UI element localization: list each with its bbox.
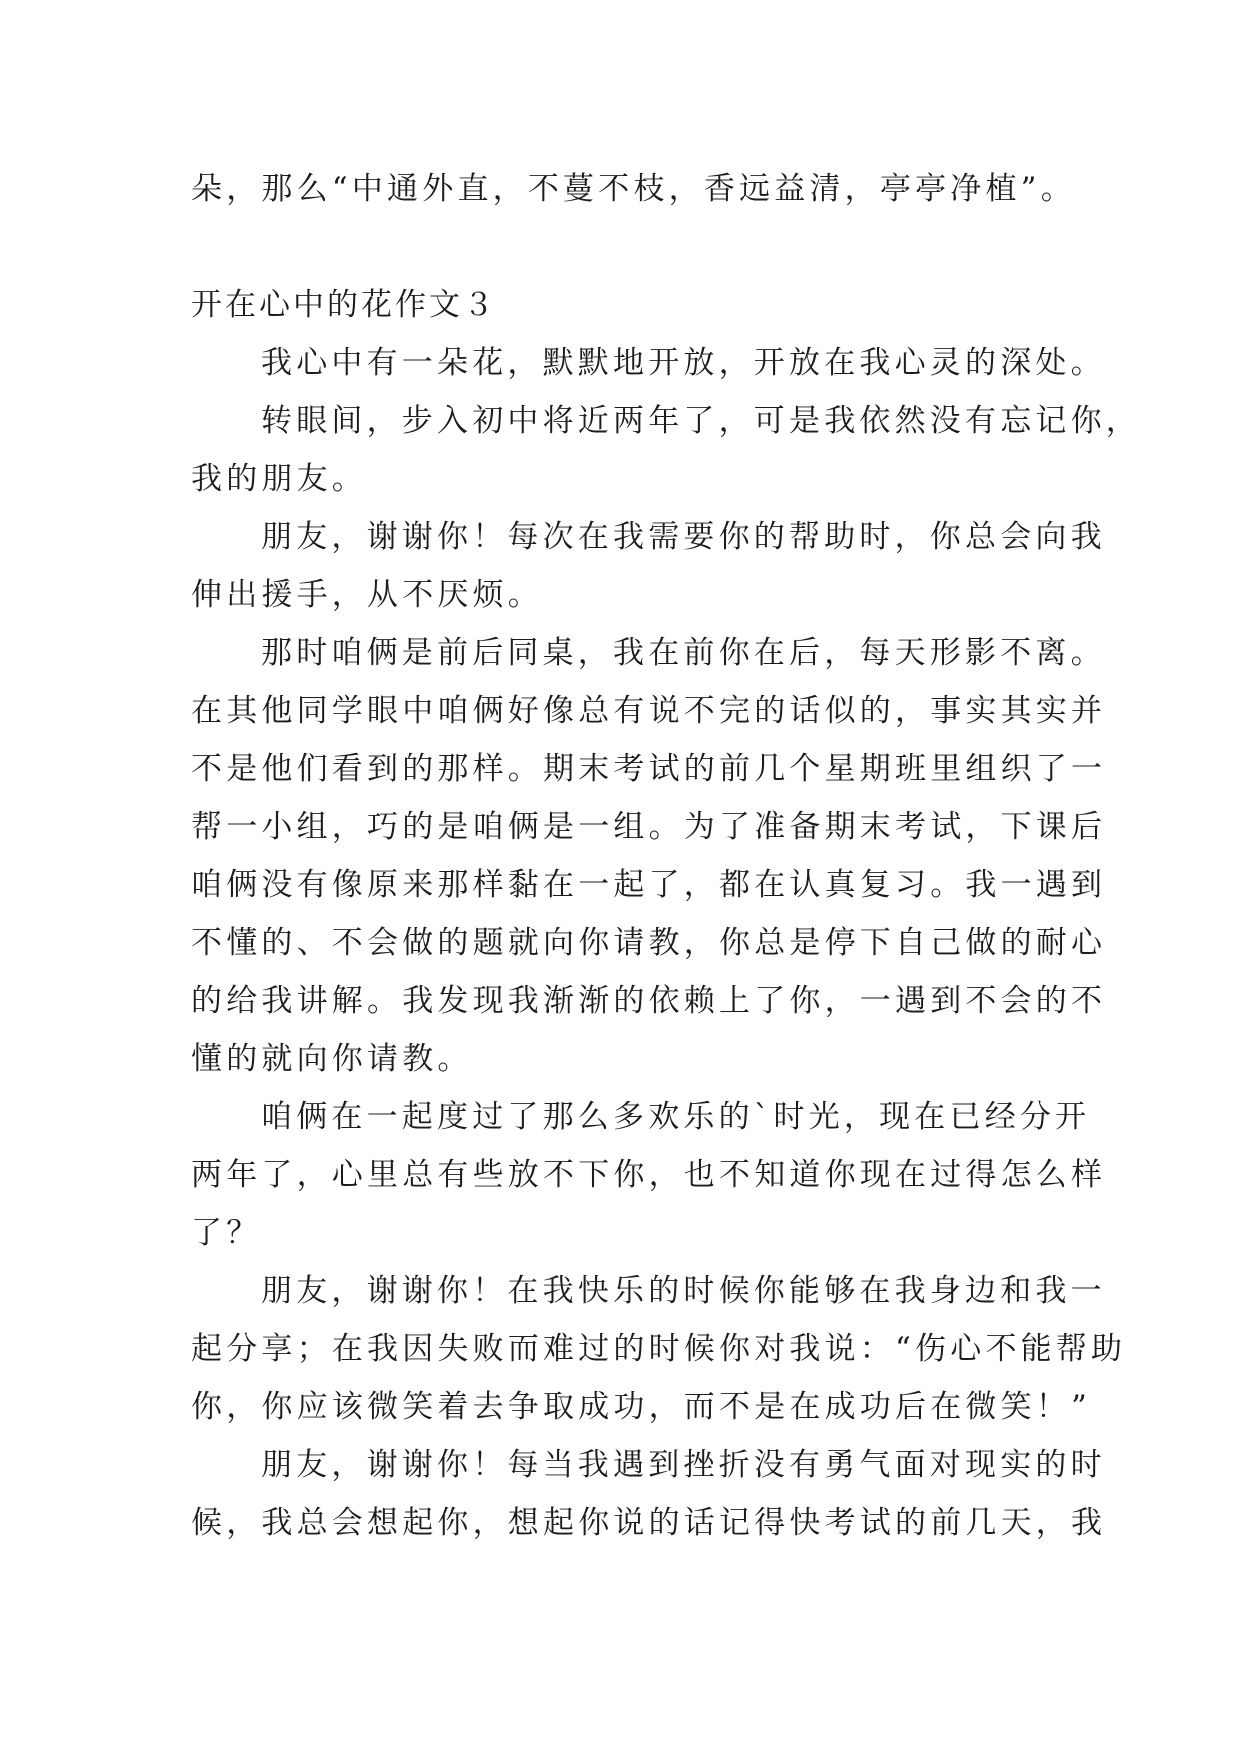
paragraph-5-line-2: 两年了，心里总有些放不下你，也不知道你现在过得怎么样 <box>191 1157 1107 1193</box>
paragraph-7-line-1: 朋友，谢谢你！每当我遇到挫折没有勇气面对现实的时 <box>261 1447 1106 1483</box>
paragraph-3-line-2: 伸出援手，从不厌烦。 <box>191 577 543 613</box>
paragraph-6-line-2: 起分享；在我因失败而难过的时候你对我说：“伤心不能帮助 <box>191 1331 1127 1367</box>
document-body <box>191 160 1141 1552</box>
paragraph-6-line-1: 朋友，谢谢你！在我快乐的时候你能够在我身边和我一 <box>261 1273 1106 1309</box>
section-title: 开在心中的花作文３ <box>191 287 497 323</box>
paragraph-3-line-1: 朋友，谢谢你！每次在我需要你的帮助时，你总会向我 <box>261 519 1106 555</box>
paragraph-7-line-2: 候，我总会想起你，想起你说的话记得快考试的前几天，我 <box>191 1505 1107 1541</box>
paragraph-4-line-2: 在其他同学眼中咱俩好像总有说不完的话似的，事实其实并 <box>191 693 1107 729</box>
paragraph-2-line-2: 我的朋友。 <box>191 461 367 497</box>
paragraph-1-line-1: 我心中有一朵花，默默地开放，开放在我心灵的深处。 <box>261 345 1106 381</box>
opening-line: 朵，那么“中通外直，不蔓不枝，香远益清，亭亭净植”。 <box>191 171 1076 207</box>
paragraph-4-line-5: 咱俩没有像原来那样黏在一起了，都在认真复习。我一遇到 <box>191 867 1107 903</box>
paragraph-6-line-3: 你，你应该微笑着去争取成功，而不是在成功后在微笑！” <box>191 1389 1092 1425</box>
paragraph-4-line-8: 懂的就向你请教。 <box>191 1041 473 1077</box>
paragraph-5-line-1: 咱俩在一起度过了那么多欢乐的`时光，现在已经分开 <box>261 1099 1091 1135</box>
paragraph-4-line-6: 不懂的、不会做的题就向你请教，你总是停下自己做的耐心 <box>191 925 1107 961</box>
paragraph-4-line-4: 帮一小组，巧的是咱俩是一组。为了准备期末考试，下课后 <box>191 809 1107 845</box>
paragraph-4-line-1: 那时咱俩是前后同桌，我在前你在后，每天形影不离。 <box>261 635 1106 671</box>
blank-line <box>191 218 1051 276</box>
paragraph-2-line-1: 转眼间，步入初中将近两年了，可是我依然没有忘记你， <box>261 403 1141 439</box>
paragraph-4-line-3: 不是他们看到的那样。期末考试的前几个星期班里组织了一 <box>191 751 1107 787</box>
paragraph-4-line-7: 的给我讲解。我发现我渐渐的依赖上了你，一遇到不会的不 <box>191 983 1107 1019</box>
paragraph-5-line-3: 了？ <box>191 1215 262 1251</box>
